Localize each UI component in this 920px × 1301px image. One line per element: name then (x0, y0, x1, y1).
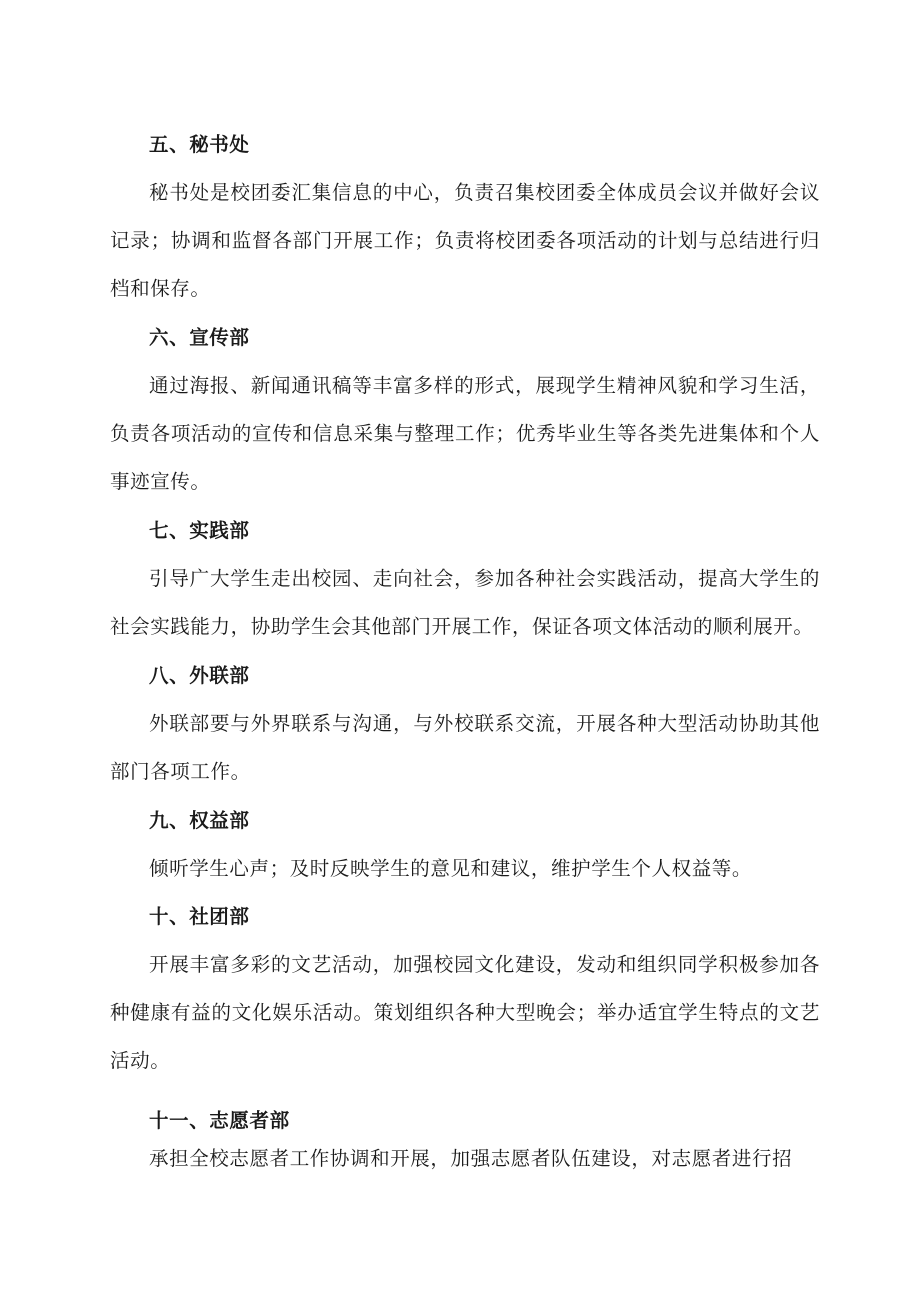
section-body-publicity: 通过海报、新闻通讯稿等丰富多样的形式，展现学生精神风貌和学习生活，负责各项活动的宣传和信息采集与整理工作；优秀毕业生等各类先进集体和个人事迹宣传。 (110, 374, 820, 493)
section-heading-publicity: 六、宣传部 (149, 326, 250, 349)
section-body-secretariat: 秘书处是校团委汇集信息的中心，负责召集校团委全体成员会议并做好会议记录；协调和监督各部门开展工作；负责将校团委各项活动的计划与总结进行归档和保存。 (110, 181, 820, 300)
section-heading-clubs: 十、社团部 (149, 905, 250, 928)
section-body-clubs: 开展丰富多彩的文艺活动，加强校园文化建设，发动和组织同学积极参加各种健康有益的文化娱乐活动。策划组织各种大型晚会；举办适宜学生特点的文艺活动。 (110, 953, 820, 1072)
section-body-volunteers: 承担全校志愿者工作协调和开展，加强志愿者队伍建设，对志愿者进行招 (149, 1147, 793, 1170)
section-heading-volunteers: 十一、志愿者部 (149, 1109, 290, 1132)
section-heading-external-relations: 八、外联部 (149, 664, 250, 687)
section-heading-practice: 七、实践部 (149, 519, 250, 542)
section-body-practice: 引导广大学生走出校园、走向社会，参加各种社会实践活动，提高大学生的社会实践能力，协助学生会其他部门开展工作，保证各项文体活动的顺利展开。 (110, 567, 820, 638)
section-heading-rights: 九、权益部 (149, 809, 250, 832)
section-body-rights: 倾听学生心声；及时反映学生的意见和建议，维护学生个人权益等。 (149, 857, 753, 880)
section-body-external-relations: 外联部要与外界联系与沟通，与外校联系交流，开展各种大型活动协助其他部门各项工作。 (110, 712, 820, 783)
section-heading-secretariat: 五、秘书处 (149, 133, 250, 156)
